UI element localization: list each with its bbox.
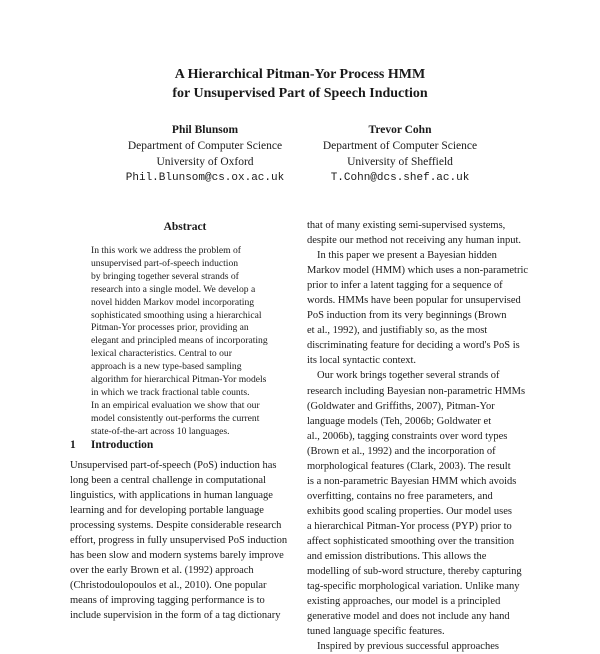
body-line: its local syntactic context. [307, 355, 417, 367]
abstract-line: unsupervised part-of-speech induction [91, 257, 239, 269]
abstract-line: approach is a new type-based sampling [91, 361, 242, 373]
body-line: affect sophisticated smoothing over the transition [307, 535, 515, 547]
body-line: (Brown et al., 1992) and the incorporation of [307, 445, 496, 457]
abstract-heading: Abstract [163, 221, 207, 233]
body-line: that of many existing semi-supervised systems, [307, 220, 506, 231]
abstract-line: novel hidden Markov model incorporating [91, 296, 255, 308]
body-line: et al., 1992), and justifiably so, as the most [307, 325, 488, 337]
body-line: al., 2006b), tagging constraints over word types [307, 430, 508, 442]
abstract-line: model consistently out-performs the current [91, 412, 260, 424]
body-line: include supervision in the form of a tag dictionary [70, 610, 281, 622]
body-line: morphological features (Clark, 2003). The result [307, 460, 511, 472]
author-university: University of Oxford [156, 156, 254, 168]
section-heading [70, 439, 153, 451]
abstract-line: algorithm for hierarchical Pitman-Yor models [91, 374, 267, 386]
author-department: Department of Computer Science [127, 140, 283, 152]
abstract-line: lexical characteristics. Central to our [91, 348, 232, 360]
body-line: tag-specific morphological variation. Unlike many [307, 581, 520, 593]
author-email: Phil.Blunsom@cs.ox.ac.uk [125, 172, 285, 184]
body-line: (Goldwater and Griffiths, 2007), Pitman-Yor [307, 400, 495, 412]
left-column-text [70, 458, 300, 624]
body-line: Unsupervised part-of-speech (PoS) induction has [70, 460, 277, 471]
abstract-line: Pitman-Yor processes prior, providing an [91, 322, 249, 334]
body-line: a hierarchical Pitman-Yor process (PYP) prior to [307, 520, 512, 532]
abstract-body [91, 245, 281, 439]
body-line: PoS induction from its very beginnings (Brown [307, 310, 507, 322]
body-line: language models (Teh, 2006b; Goldwater et [307, 415, 492, 427]
body-line: is a non-parametric Bayesian HMM which avoids [307, 475, 517, 487]
body-line: research including Bayesian non-parametric HMMs [307, 385, 526, 397]
abstract-line: elegant and principled means of incorporating [91, 335, 268, 347]
body-line: learning and for developing portable language [70, 505, 264, 517]
author-name: Phil Blunsom [171, 124, 239, 136]
abstract-line: research into a single model. We develop a [91, 283, 256, 295]
author-university: University of Sheffield [347, 156, 453, 168]
body-line: long been a central challenge in computational [70, 475, 266, 487]
body-line: tuned language specific features. [307, 626, 445, 638]
title-line-1: A Hierarchical Pitman-Yor Process HMM [174, 67, 426, 82]
abstract-line: In an empirical evaluation we show that our [91, 399, 260, 411]
section-title: Introduction [90, 439, 154, 451]
body-line: effort, progress in fully unsupervised PoS induction [70, 535, 288, 547]
section-number: 1 [70, 439, 76, 451]
right-column-text [307, 218, 531, 654]
body-line: existing approaches, our model is a principled [307, 596, 501, 608]
abstract-line: In this work we address the problem of [91, 245, 242, 256]
author-name: Trevor Cohn [368, 124, 432, 136]
body-line: prior to infer a latent tagging for a sequence of [307, 280, 503, 292]
body-line: linguistics, with applications in human language [70, 490, 273, 502]
body-line: processing systems. Despite considerable research [70, 520, 282, 532]
body-line: exhibits good scaling properties. Our model uses [307, 505, 513, 517]
body-line: (Christodoulopoulos et al., 2010). One popular [70, 580, 267, 592]
abstract-line: state-of-the-art across 10 languages. [91, 425, 230, 437]
title-line-2: for Unsupervised Part of Speech Induction [172, 86, 428, 101]
body-line: over the early Brown et al. (1992) approach [70, 565, 254, 577]
abstract-line: in which we track fractional table counts. [91, 386, 250, 398]
author-block [100, 122, 310, 186]
abstract-line: sophisticated smoothing using a hierarchical [91, 309, 262, 321]
author-department: Department of Computer Science [322, 140, 478, 152]
body-line: modelling of sub-word structure, thereby capturing [307, 566, 522, 578]
body-line: despite our method not receiving any human input. [307, 235, 522, 247]
body-line: generative model and does not include any hand [307, 611, 510, 623]
author-block [300, 122, 500, 186]
body-line: Inspired by previous successful approaches [317, 641, 499, 653]
body-line: overfitting, contains no free parameters, and [307, 490, 493, 502]
body-line: means of improving tagging performance is to [70, 595, 265, 607]
body-line: In this paper we present a Bayesian hidden [317, 250, 497, 262]
abstract-line: by bringing together several strands of [91, 270, 239, 282]
body-line: and emission distributions. This allows the [307, 551, 487, 563]
body-line: has been slow and modern systems barely improve [70, 550, 284, 562]
author-email: T.Cohn@dcs.shef.ac.uk [330, 172, 470, 184]
body-line: Markov model (HMM) which uses a non-parametric [307, 265, 529, 277]
body-line: Our work brings together several strands of [317, 370, 500, 382]
body-line: words. HMMs have been popular for unsupervised [307, 295, 521, 307]
body-line: discriminating feature for deciding a word's PoS is [307, 340, 520, 352]
